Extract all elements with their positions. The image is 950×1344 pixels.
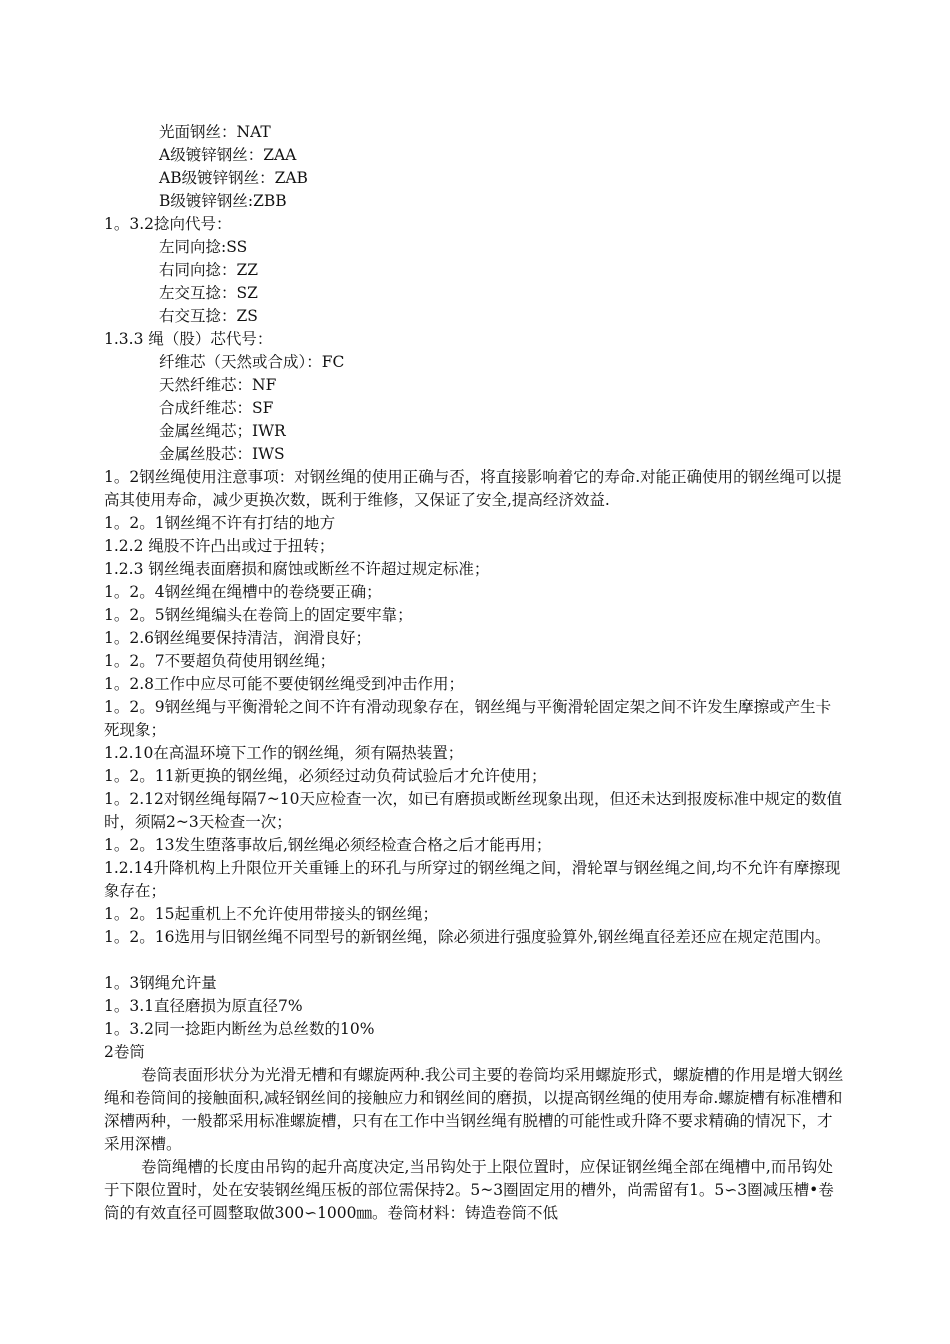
drum-paragraph-1: 卷筒表面形状分为光滑无槽和有螺旋两种.我公司主要的卷筒均采用螺旋形式，螺旋槽的作用是增大钢丝绳和卷筒间的接触面积,减轻钢丝间的接触应力和钢丝间的磨损，以提高钢丝绳的使用寿命.螺旋槽有标准槽和深槽两种，一般都采用标准螺旋槽，只有在工作中当钢丝绳有脱槽的可能性或升降不要求精确的情况下，才采用深槽。	[104, 1066, 844, 1153]
heading-1-3: 1。3钢绳允许量	[104, 974, 217, 992]
drum-paragraph-2: 卷筒绳槽的长度由吊钩的起升高度决定,当吊钩处于上限位置时，应保证钢丝绳全部在绳槽中,而吊钩处于下限位置时，处在安装钢丝绳压板的部位需保持2。5~3圈固定用的槽外，尚需留有1。5∽3圈减压槽•卷筒的有效直径可圆整取做300∽1000㎜。卷筒材料：铸造卷筒不低	[104, 1158, 834, 1222]
item-1-2-3: 1.2.3 钢丝绳表面磨损和腐蚀或断丝不许超过规定标准；	[104, 560, 490, 578]
item-1-2-15: 1。2。15起重机上不允许使用带接头的钢丝绳；	[104, 905, 438, 923]
item-1-2-4: 1。2。4钢丝绳在绳槽中的卷绕要正确；	[104, 583, 382, 601]
lay-code-sz: 左交互捻：SZ	[159, 284, 258, 302]
item-1-2-6: 1。2.6钢丝绳要保持清洁，润滑良好；	[104, 629, 372, 647]
item-1-2-10: 1.2.10在高温环境下工作的钢丝绳，须有隔热装置；	[104, 744, 464, 762]
item-1-2-13: 1。2。13发生堕落事故后,钢丝绳必须经检查合格之后才能再用；	[104, 836, 552, 854]
item-1-2-8: 1。2.8工作中应尽可能不要使钢丝绳受到冲击作用；	[104, 675, 465, 693]
lay-code-ss: 左同向捻:SS	[159, 238, 248, 256]
core-code-fc: 纤维芯（天然或合成）：FC	[159, 353, 345, 371]
item-1-3-1: 1。3.1直径磨损为原直径7%	[104, 997, 303, 1015]
item-1-2-11: 1。2。11新更换的钢丝绳，必须经过动负荷试验后才允许使用；	[104, 767, 547, 785]
item-1-2-1: 1。2。1钢丝绳不许有打结的地方	[104, 514, 336, 532]
wire-type-nat: 光面钢丝：NAT	[159, 123, 271, 141]
wire-type-zbb: B级镀锌钢丝:ZBB	[159, 192, 287, 210]
wire-type-zaa: A级镀锌钢丝：ZAA	[159, 146, 297, 164]
section-1-2-intro: 1。2钢丝绳使用注意事项：对钢丝绳的使用正确与否，将直接影响着它的寿命.对能正确使用的钢丝绳可以提高其使用寿命，减少更换次数，既利于维修，又保证了安全,提高经济效益.	[104, 468, 842, 509]
item-1-2-14: 1.2.14升降机构上升限位开关重锤上的环孔与所穿过的钢丝绳之间，滑轮罩与钢丝绳之间,均不允许有摩擦现象存在；	[104, 859, 841, 900]
item-1-2-5: 1。2。5钢丝绳编头在卷筒上的固定要牢靠；	[104, 606, 413, 624]
core-code-sf: 合成纤维芯：SF	[159, 399, 274, 417]
lay-code-zz: 右同向捻：ZZ	[159, 261, 259, 279]
core-code-iwr: 金属丝绳芯；IWR	[159, 422, 286, 440]
core-code-iws: 金属丝股芯：IWS	[159, 445, 285, 463]
item-1-2-7: 1。2。7不要超负荷使用钢丝绳；	[104, 652, 336, 670]
heading-2-drum: 2卷筒	[104, 1043, 145, 1061]
core-code-nf: 天然纤维芯：NF	[159, 376, 277, 394]
lay-code-zs: 右交互捻：ZS	[159, 307, 258, 325]
item-1-3-2: 1。3.2同一捻距内断丝为总丝数的10%	[104, 1020, 375, 1038]
item-1-2-2: 1.2.2 绳股不许凸出或过于扭转；	[104, 537, 335, 555]
heading-1-3-3: 1.3.3 绳（股）芯代号：	[104, 330, 273, 348]
item-1-2-12: 1。2.12对钢丝绳每隔7~10天应检查一次，如已有磨损或断丝现象出现，但还未达到报废标准中规定的数值时，须隔2~3天检查一次；	[104, 790, 842, 831]
wire-type-zab: AB级镀锌钢丝：ZAB	[159, 169, 308, 187]
item-1-2-16: 1。2。16选用与旧钢丝绳不同型号的新钢丝绳，除必须进行强度验算外,钢丝绳直径差还应在规定范围内。	[104, 928, 831, 946]
item-1-2-9: 1。2。9钢丝绳与平衡滑轮之间不许有滑动现象存在，钢丝绳与平衡滑轮固定架之间不许发生摩擦或产生卡死现象；	[104, 698, 832, 739]
heading-1-3-2: 1。3.2捻向代号：	[104, 215, 232, 233]
